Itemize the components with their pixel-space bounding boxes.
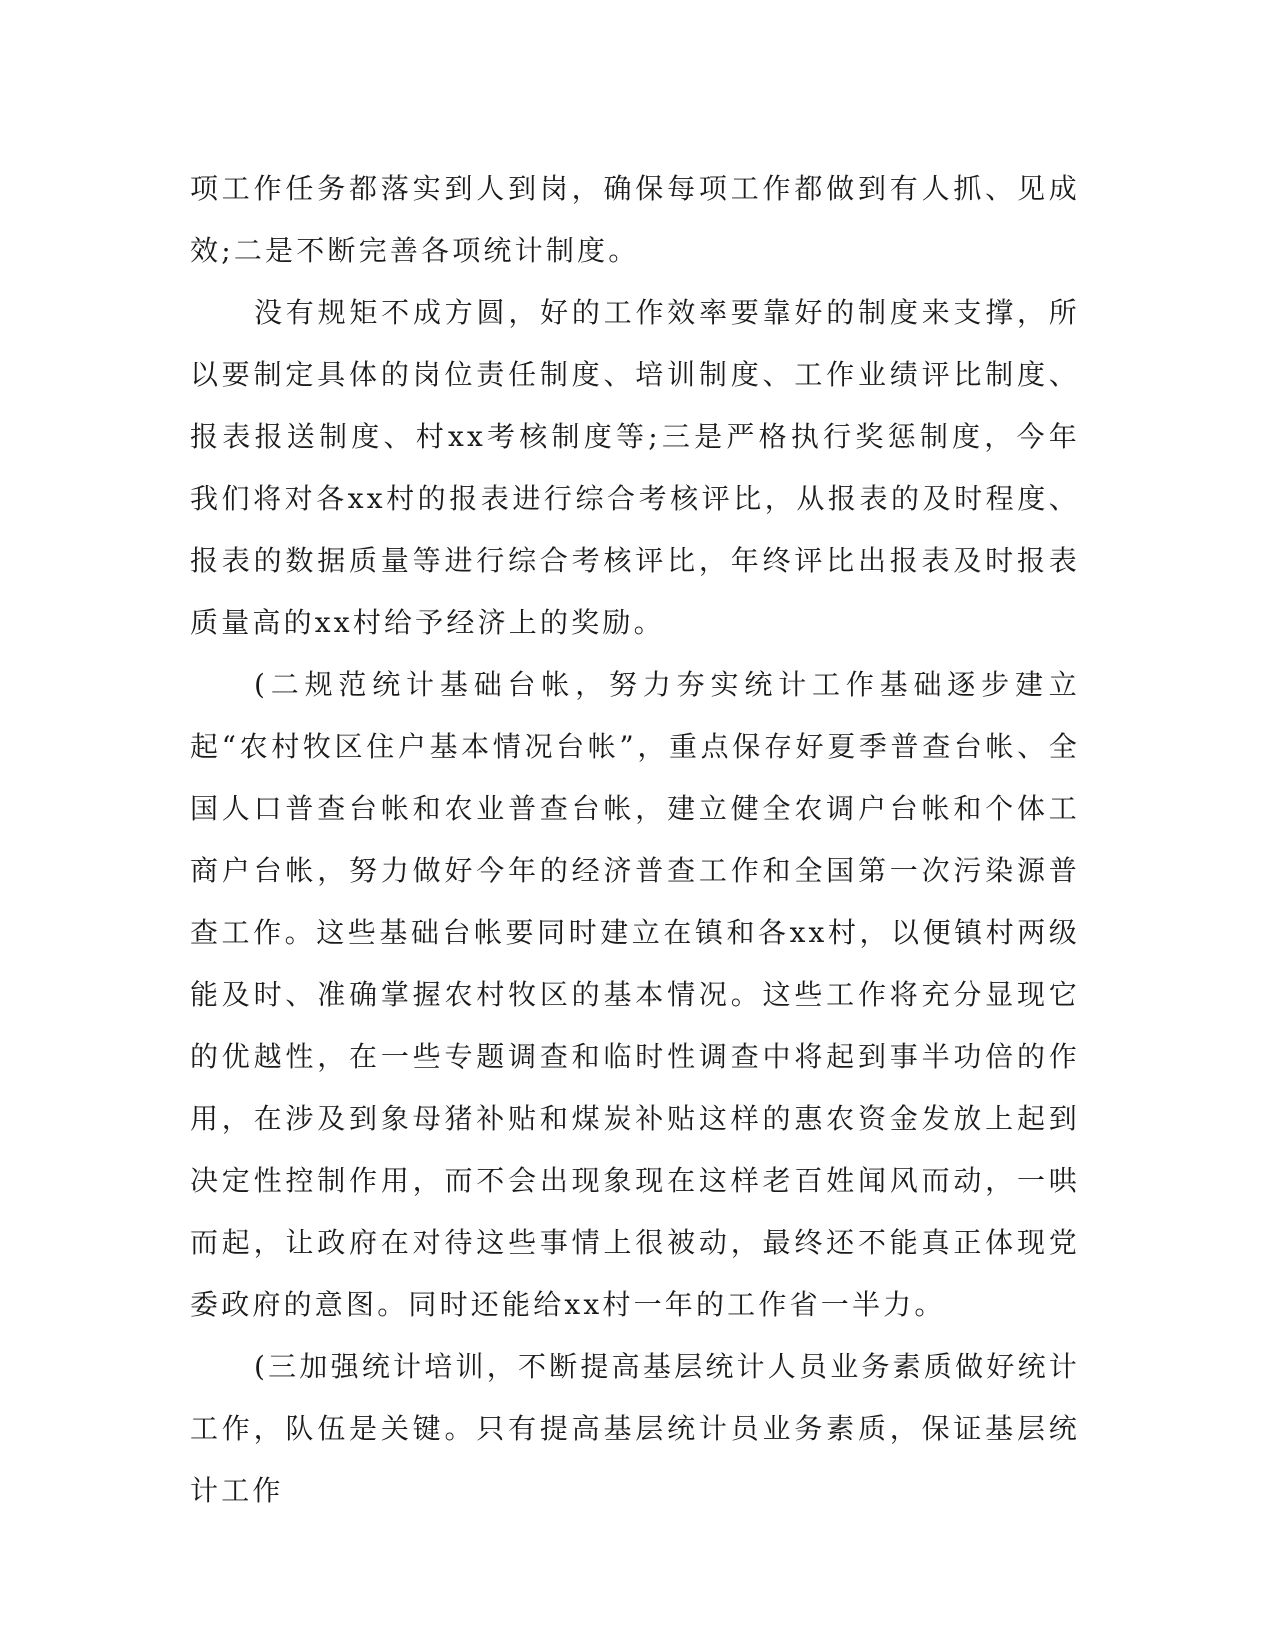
paragraph-3: (二规范统计基础台帐，努力夯实统计工作基础逐步建立起“农村牧区住户基本情况台帐”，重点保存好夏季普查台帐、全国人口普查台帐和农业普查台帐，建立健全农调户台帐和个体工商户台帐，努力做好今年的经济普查工作和全国第一次污染源普查工作。这些基础台帐要同时建立在镇和各xx村，以便镇村两级能及时、准确掌握农村牧区的基本情况。这些工作将充分显现它的优越性，在一些专题调查和临时性调查中将起到事半功倍的作用，在涉及到象母猪补贴和煤炭补贴这样的惠农资金发放上起到决定性控制作用，而不会出现象现在这样老百姓闻风而动，一哄而起，让政府在对待这些事情上很被动，最终还不能真正体现党委政府的意图。同时还能给xx村一年的工作省一半力。	[190, 668, 1080, 1321]
document-body	[190, 158, 1080, 1522]
paragraph-2: 没有规矩不成方圆，好的工作效率要靠好的制度来支撑，所以要制定具体的岗位责任制度、培训制度、工作业绩评比制度、报表报送制度、村xx考核制度等;三是严格执行奖惩制度，今年我们将对各xx村的报表进行综合考核评比，从报表的及时程度、报表的数据质量等进行综合考核评比，年终评比出报表及时报表质量高的xx村给予经济上的奖励。	[190, 296, 1080, 639]
paragraph-1: 项工作任务都落实到人到岗，确保每项工作都做到有人抓、见成效;二是不断完善各项统计制度。	[190, 172, 1080, 267]
paragraph-4: (三加强统计培训，不断提高基层统计人员业务素质做好统计工作，队伍是关键。只有提高基层统计员业务素质，保证基层统计工作	[190, 1350, 1080, 1507]
